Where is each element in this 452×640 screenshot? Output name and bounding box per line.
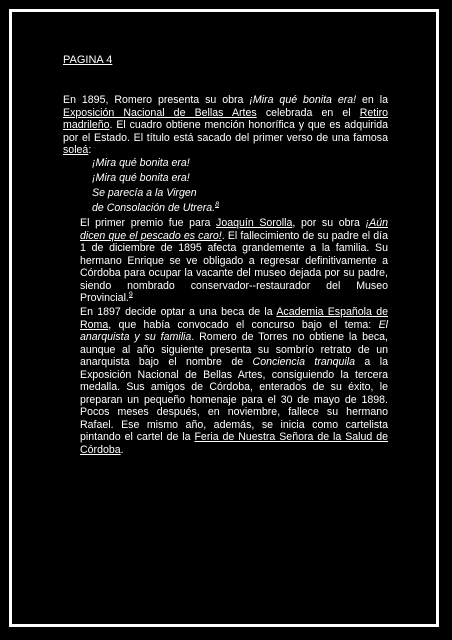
text: . [120, 443, 124, 456]
paragraph-1 [63, 94, 388, 157]
footnote-ref[interactable]: 9 [128, 291, 133, 299]
text: El primer premio fue para [80, 217, 217, 229]
text: , que había convocado el concurso bajo el tema: [108, 318, 379, 331]
text: En 1895, Romero presenta su obra [63, 94, 250, 106]
page-label: PAGINA 4 [63, 54, 113, 66]
text: En 1897 decide optar a una beca de la [80, 306, 277, 318]
poem [92, 156, 219, 216]
text: . El cuadro obtiene mención honorífica y que es adquirida por el Estado. El título está sacado del primer verso de una famosa [63, 119, 388, 144]
footnote-ref[interactable]: 8 [215, 201, 219, 209]
theme-title: El anarquista y su familia [80, 318, 388, 343]
text: a la Exposición Nacional de Bellas Artes, consiguiendo la tercera medalla. Sus amigos de Córdoba, enterados de su éxito, le preparan un pequeño homenaje para el 30 de mayo de 1898. Pocos meses después, en noviembre, fallece su hermano Rafael. Ese mismo año, además, se inicia como cartelista pintando el cartel de la [80, 356, 388, 443]
text: , por su obra [292, 217, 366, 229]
text: en la [356, 94, 389, 106]
link-exposicion[interactable]: Exposición Nacional de Bellas Artes [63, 106, 257, 119]
artwork-title: Conciencia tranquila [252, 356, 356, 368]
poem-line: ¡Mira qué bonita era! [92, 157, 190, 169]
link-solea[interactable]: soleá [63, 144, 89, 156]
poem-line: de Consolación de Utrera.$^8$ [92, 201, 219, 214]
text: : [88, 144, 92, 156]
link-feria[interactable]: Feria de Nuestra Señora de la Salud de Córdoba [80, 431, 389, 456]
link-retiro[interactable]: Retiro madrileño [63, 106, 388, 131]
link-artwork[interactable]: ¡Aún dicen que el pescado es caro! [80, 217, 388, 242]
paragraph-2 [80, 217, 388, 305]
text: celebrada en el [256, 106, 360, 119]
poem-line: ¡Mira qué bonita era! [92, 172, 190, 184]
link-academia[interactable]: Academia Española de Roma [80, 306, 388, 331]
link-sorolla[interactable]: Joaquín Sorolla [216, 217, 293, 229]
paragraph-3 [80, 306, 388, 456]
artwork-title: ¡Mira qué bonita era! [249, 94, 357, 106]
text: . Romero de Torres no obtiene la beca, aunque al año siguiente presenta su sombrío retrato de un anarquista bajo el nombre de [80, 331, 388, 368]
text: . El fallecimiento de su padre el día 1 de diciembre de 1895 afecta grandemente a la familia. Su hermano Enrique se ve obligado a regresar definitivamente a Córdoba para ocupar la vacante del museo dejada por su padre, siendo nombrado conservador--restaurador del Museo Provincial. [80, 229, 388, 304]
poem-line: Se parecía a la Virgen [92, 187, 197, 199]
